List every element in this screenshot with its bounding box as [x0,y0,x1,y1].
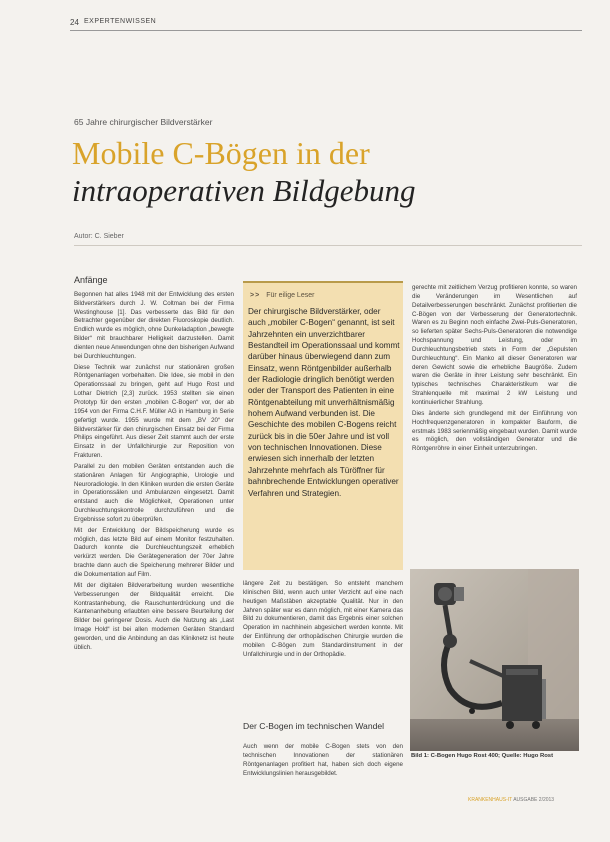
article-title-line2: intraoperativen Bildgebung [72,173,416,208]
summary-box-text: Der chirurgische Bildverstärker, oder auch „mobiler C-Bogen“ genannt, ist seit Jahrzehnten ein unverzichtbarer Bestandteil im Operationssaal und kommt darüber hinaus überwiegend dann zum Einsatz, wenn Röntgenbilder außerhalb der Radiologie dringlich benötigt werden oder der Transport des Patienten in eine Röntgenabteilung mit unverhältnismäßig hohem Aufwand verbunden ist. Die Geschichte des mobilen C-Bogens reicht zurück bis in die 50er Jahre und ist voll von technischen Innovationen. Diese erwiesen sich innerhalb der letzten Jahrzehnte mehrfach als Türöffner für bahnbrechende Entwicklungen operativer Verfahren und Strategien. [248,307,400,498]
column1-heading: Anfänge [74,275,108,285]
footer-issue: AUSGABE 2/2013 [513,797,555,803]
article-author: Autor: C. Sieber [74,233,124,240]
author-divider [74,245,582,246]
article-kicker: 65 Jahre chirurgischer Bildverstärker [74,117,213,127]
article-title-line1: Mobile C-Bögen in der [72,135,370,171]
column1-paragraph: Diese Technik war zunächst nur stationären großen Röntgenanlagen vorbehalten. Die Idee, sie mobil in den Operationssaal zu bringen, geht auf Hugo Rost und Lothar Dietrich [2,3] zurück. 1953 stellten sie einen Prototyp für den ersten „mobilen C-Bogen“ vor, der ab 1954 von der Firma C.H.F. Müller AG in Hamburg in Serie gefertigt wurde. 1955 wurde mit dem „BV 20“ der Bildverstärker für den chirurgischen Einsatz bei der Firma Philips eingeführt. Aus dieser Zeit stammt auch der erste Einsatz in der Unfallchirurgie zur Reposition von Frakturen. [74,363,234,460]
header-rule [70,30,582,31]
page-footer [468,797,554,803]
summary-box-label-text: Für eilige Leser [266,292,315,299]
c-arm-photo [410,569,579,751]
column-3 [412,284,577,548]
footer-brand: KRANKENHAUS-IT [468,797,513,803]
column-1 [74,276,234,766]
figure-caption: Bild 1: C-Bogen Hugo Rost 400; Quelle: Hugo Rost [411,753,554,759]
summary-box-rule [243,281,403,283]
column2-paragraph: längere Zeit zu bestätigen. So entsteht manchem klinischen Bild, wenn auch unter Verzicht auf eine nach heutigen Maßstäben akzeptable Qualität. Nur in den Jahren später war es dann möglich, mit einer Kamera das Bild zu dokumentieren, damit das Ergebnis einer solchen Operation im nachhinein abgesichert werden konnte. Mit der Einführung der orthopädischen Chirurgie wurden die mobilen C-Bögen zum Standardinstrument in der Unfallchirurgie und in der Orthopädie. [243,580,403,658]
column-2 [243,580,403,718]
column2-subheading: Der C-Bogen im technischen Wandel [243,721,385,731]
column-2-continued [243,743,403,777]
summary-box-label [250,292,314,299]
column1-paragraph: Begonnen hat alles 1948 mit der Entwicklung des ersten Bildverstärkers durch J. W. Coltman bei der Firma Westinghouse [1]. Das verbesserte das Bild für den Betrachter gegenüber der direkten Fluoroskopie deutlich. Endlich wurde es möglich, ohne Dunkeladaption „bewegte Bilder“ mit brauchbarer Helligkeit darzustellen. Damit dienten neue Anwendungen ohne den bisherigen Aufwand bei Durchleuchtungen. [74,290,234,360]
column1-paragraph: Mit der Entwicklung der Bildspeicherung wurde es möglich, das letzte Bild auf einem Monitor festzuhalten. Dadurch konnte die Durchleuchtungszeit erheblich verkürzt werden. Die Gerätegeneration der 70er Jahre brachte dann auch die Speicherung mehrerer Bilder und die Dokumentation auf Film. [74,526,234,578]
column3-paragraph: Dies änderte sich grundlegend mit der Einführung von Hochfrequenzgeneratoren in kompakter Bauform, die erstmals 1983 serienmäßig eingebaut wurden. Damit wurde es möglich, den vollständigen Generator und die Röntgenröhre in einer Einheit unterzubringen. [412,409,577,453]
column1-paragraph: Parallel zu den mobilen Geräten entstanden auch die stationären Anlagen für Angiographie, Urologie und Neuroradiologie. In den Kliniken wurden die ersten Geräte in Operationssälen und Ambulanzen eingesetzt. Damit entstand auch die Möglichkeit, Operationen unter Durchleuchtungskontrolle durchzuführen und die Ergebnisse sofort zu überprüfen. [74,462,234,523]
column2-paragraph: Auch wenn der mobile C-Bogen stets von den technischen Innovationen der stationären Röntgenanlagen profitiert hat, haben sich doch eigene Entwicklungslinien herausgebildet. [243,743,403,777]
column3-paragraph: gerechte mit zeitlichem Verzug profitieren konnte, so waren die Veränderungen im Wesentlichen auf Detailverbesserungen beschränkt. Zunächst profitierten die C-Bögen von der Verbesserung der Generatortechnik. Waren es zu Beginn noch einfache Zwei-Puls-Generatoren, so lieferten später Sechs-Puls-Generatoren die notwendige Hochspannung und Leistung, oder im Durchleuchtungsbetrieb stets in Form der „Gepulsten Durchleuchtung“. Ein Manko all dieser Generatoren war deren Gewicht sowie die erhebliche Baugröße. Zudem waren die Geräte in ihrer Leistung sehr beschränkt. Ein typisches technisches Charakteristikum war die Strahlenquelle mit maximal 2 kW Leistung und kontinuierlicher Strahlung. [412,284,577,406]
page-header [70,18,582,34]
double-arrow-icon: >> [250,292,261,299]
page-number: 24 [70,18,79,27]
column1-paragraph: Mit der digitalen Bildverarbeitung wurden wesentliche Verbesserungen der Bildqualität erreicht. Die Kontrastanhebung, die Rauschunterdrückung und die Kantenanhebung erlaubten eine bessere Beurteilung der Bilder bei geringerer Dosis. Auch die Nutzung als „Last Image Hold“ ist bei allen modernen Geräten Standard geworden, und die Anbindung an das Kliniknetz ist heute üblich. [74,581,234,651]
section-label: EXPERTENWISSEN [84,18,157,25]
